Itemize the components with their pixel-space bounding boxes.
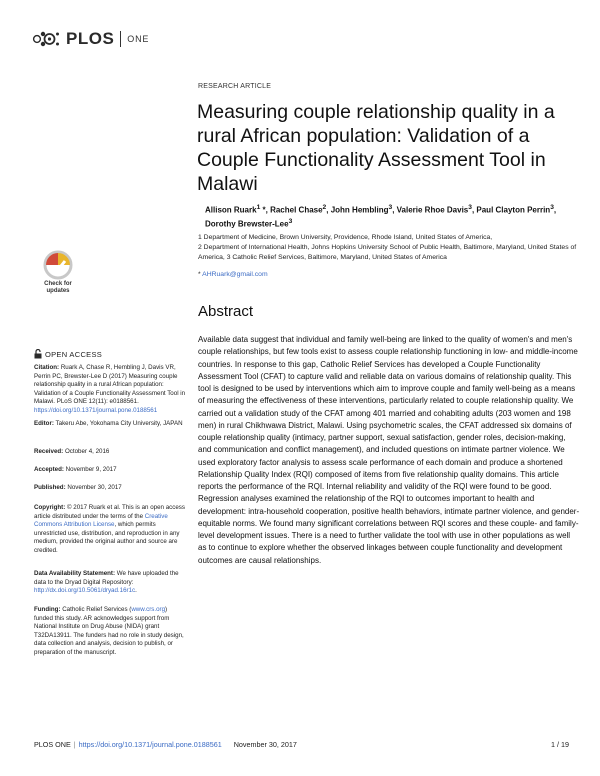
funding-text-end: ) funded this study. AR acknowledges support from National Institute on Drug Abuse (NIDA) grant T32DA13911. The funders had no role in study design, data collection and analysis, decision to publish, or preparation of the manuscript. xyxy=(34,606,184,656)
author-affil-sup: 3 xyxy=(288,217,293,225)
received-block xyxy=(34,448,186,457)
logo-divider xyxy=(120,31,121,47)
author-affil-sup: 3 xyxy=(550,204,554,211)
corresponding-email xyxy=(198,271,268,278)
article-title: Measuring couple relationship quality in a rural African population: Validation of a Couple Functionality Assessment Tool in Malawi xyxy=(197,101,555,195)
affiliations xyxy=(198,233,583,263)
corresponding-mark: * xyxy=(260,205,266,215)
page-footer xyxy=(34,740,569,749)
copyright-text-end: , which permits unrestricted use, distribution, and reproduction in any medium, provided the original author and source are credited. xyxy=(34,521,180,554)
open-access-label: OPEN ACCESS xyxy=(45,349,103,359)
check-for-updates-label: Check for updates xyxy=(44,281,72,294)
accepted-date: November 9, 2017 xyxy=(65,466,117,473)
footer-date: November 30, 2017 xyxy=(233,740,297,749)
corresponding-mark: * xyxy=(198,271,201,278)
affiliation-line: 2 Department of International Health, Johns Hopkins University School of Public Health, Baltimore, Maryland, United States of America, 3 Catholic Relief Services, Baltimore, Maryland, United States of America xyxy=(198,244,577,261)
author-name: Paul Clayton Perrin xyxy=(476,205,551,215)
author-name: Dorothy Brewster-Lee xyxy=(205,219,289,229)
data-availability-block xyxy=(34,570,186,596)
editor-block xyxy=(34,420,186,429)
published-label: Published: xyxy=(34,484,66,491)
open-access-badge xyxy=(34,349,102,359)
author-affil-sup: 3 xyxy=(388,204,393,211)
author-name: Rachel Chase xyxy=(270,205,323,215)
author-list: Allison Ruark$^1$ *, Rachel Chase$^2$, John Hembling$^3$, Valerie Rhoe Davis$^3$, Paul Clayton Perrin$^3$, Dorothy Brewster-Lee$^3$ xyxy=(205,204,557,229)
footer-journal: PLOS ONE xyxy=(34,740,71,749)
editor-label: Editor: xyxy=(34,420,54,427)
email-link[interactable]: AHRuark@gmail.com xyxy=(202,271,268,278)
citation-doi-link[interactable]: https://doi.org/10.1371/journal.pone.0188561 xyxy=(34,406,158,414)
author-affil-sup: 3 xyxy=(468,204,472,211)
published-block xyxy=(34,484,186,493)
footer-doi-link[interactable]: https://doi.org/10.1371/journal.pone.0188561 xyxy=(78,740,222,749)
funding-label: Funding: xyxy=(34,606,61,613)
author-affil-sup: 1 xyxy=(256,204,261,211)
plos-logo-text: PLOS xyxy=(66,29,115,48)
abstract-heading: Abstract xyxy=(198,303,254,320)
abstract-text: Available data suggest that individual and family well-being are linked to the quality of women's and men's couple relationships, but few tools exist to assess couple relationship functioning in low- and middle-income countries. In response to this gap, Catholic Relief Services has developed a Couple Functionality Assessment Tool (CFAT) to capture valid and reliable data on various domains of relationship quality. This tool is designed to be used by interventions which aim to improve couple and family well-being as a means of measuring the effectiveness of these interventions, particularly related to couple relationship quality. We carried out a validation study of the CFAT among 401 married and cohabiting adults (203 women and 198 men) in rural Chikhwawa District, Malawi. Using psychometric scales, the CFAT addressed six domains of couple relationship quality (intimacy, partner support, sexual satisfaction, gender roles, decision-making, and communication and conflict management), and included questions on intimate partner violence. We used exploratory factor analysis to assess scale performance of each domain and produce a shortened Relationship Quality Index (RQI) composed of items from five relationship quality domains. This article reports the performance of the RQI. Internal reliability and validity of the RQI were found to be good. Regression analyses examined the relationship of the RQI to outcomes important to health and development: intra-household cooperation, positive health behaviors, intimate partner violence, and gender-equitable norms. We found many significant correlations between RQI scores and these couple- and family-level development issues. There is a need to further validate the tool with use in other populations as well as to continue to explore whether the observed linkages between couple functionality and development outcomes are causal relationships. xyxy=(198,335,580,565)
plos-logo-icon xyxy=(32,29,62,49)
check-for-updates-icon xyxy=(34,250,82,284)
funding-block xyxy=(34,606,186,658)
plos-logo[interactable] xyxy=(32,28,149,50)
page-number: 1 / 19 xyxy=(551,740,569,749)
author-name: Valerie Rhoe Davis xyxy=(396,205,469,215)
data-availability-end: . xyxy=(135,587,137,595)
data-availability-text: We have uploaded the data to the Dryad Digital Repository: xyxy=(34,570,179,586)
journal-name: ONE xyxy=(127,34,150,44)
open-lock-icon xyxy=(34,349,42,359)
copyright-block xyxy=(34,504,186,556)
citation-text: Ruark A, Chase R, Hembling J, Davis VR, Perrin PC, Brewster-Lee D (2017) Measuring couple relationship quality in a rural African population: Validation of a Couple Functionality Assessment Tool in Malawi. PLoS ONE 12(11): e0188561. xyxy=(34,364,186,406)
received-date: October 4, 2016 xyxy=(64,448,110,455)
footer-separator: | xyxy=(73,740,76,749)
funding-text: Catholic Relief Services ( xyxy=(62,606,132,613)
author-name: Allison Ruark xyxy=(205,205,257,215)
data-availability-label: Data Availability Statement: xyxy=(34,570,116,577)
received-label: Received: xyxy=(34,448,64,455)
dryad-link[interactable]: http://dx.doi.org/10.5061/dryad.16r1c xyxy=(34,587,136,595)
cc-license-link[interactable]: Creative Commons Attribution License xyxy=(34,512,168,529)
citation-block xyxy=(34,364,186,416)
citation-label: Citation: xyxy=(34,364,60,371)
copyright-text: © 2017 Ruark et al. This is an open access article distributed under the terms of the xyxy=(34,504,185,520)
accepted-label: Accepted: xyxy=(34,466,64,473)
affiliation-line: 1 Department of Medicine, Brown University, Providence, Rhode Island, United States of America, xyxy=(198,234,493,241)
copyright-label: Copyright: xyxy=(34,504,66,511)
crs-link[interactable]: www.crs.org xyxy=(131,606,166,613)
author-name: John Hembling xyxy=(330,205,389,215)
accepted-block xyxy=(34,466,186,475)
author-affil-sup: 2 xyxy=(322,204,327,211)
article-type: RESEARCH ARTICLE xyxy=(198,83,272,90)
editor-text: Takeru Abe, Yokohama City University, JAPAN xyxy=(55,420,183,427)
published-date: November 30, 2017 xyxy=(67,484,122,491)
